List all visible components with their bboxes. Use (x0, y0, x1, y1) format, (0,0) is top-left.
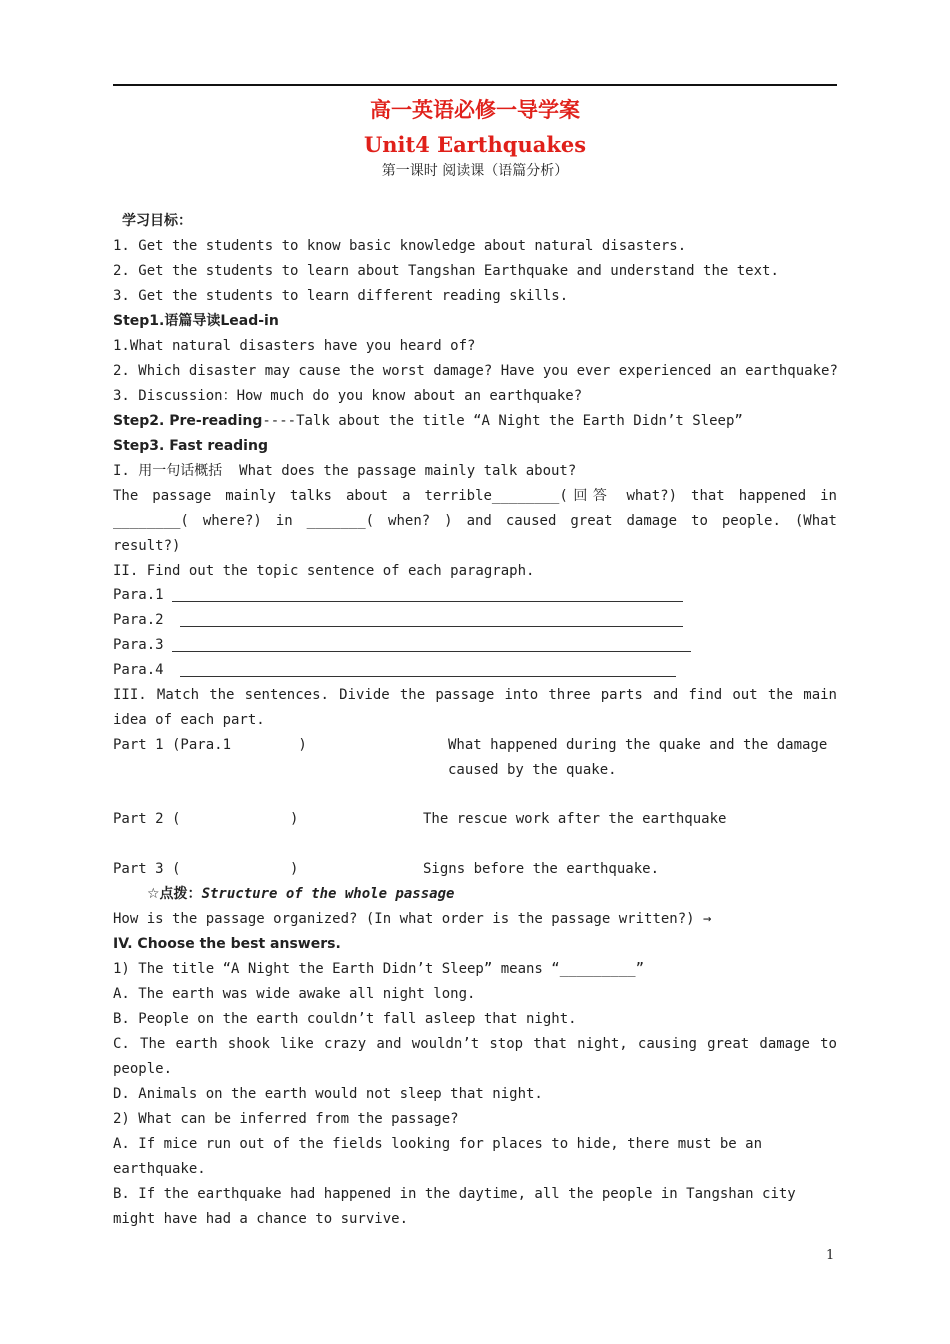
answer-option: earthquake. (113, 1161, 206, 1177)
para-label: Para.3 (113, 637, 164, 653)
match-part-right: Signs before the earthquake. (423, 861, 660, 877)
match-label: III. Match the sentences. Divide the passage into three parts and find out the main (113, 687, 837, 703)
page-number: 1 (826, 1248, 835, 1263)
step1-question: 2. Which disaster may cause the worst damage? Have you ever experienced an earthquake? (113, 363, 838, 379)
lesson-subtitle: 第一课时 阅读课（语篇分析） (381, 163, 569, 179)
step2-heading: Step2. Pre-reading (113, 413, 263, 429)
step1-heading: Step1.语篇导读Lead-in (113, 313, 279, 329)
topic-sentence-label: II. Find out the topic sentence of each paragraph. (113, 563, 535, 579)
answer-option: might have had a chance to survive. (113, 1211, 409, 1227)
answer-line[interactable] (172, 601, 683, 602)
answer-option: D. Animals on the earth would not sleep that night. (113, 1086, 543, 1102)
objective-item: 1. Get the students to know basic knowledge about natural disasters. (113, 238, 687, 254)
question-stem: 1) The title “A Night the Earth Didn’t Sleep” means “_________” (113, 961, 645, 977)
step2-line (113, 411, 743, 431)
answer-option: people. (113, 1061, 173, 1077)
objective-item: 2. Get the students to learn about Tangshan Earthquake and understand the text. (113, 263, 779, 279)
objective-item: 3. Get the students to learn different reading skills. (113, 288, 569, 304)
summary-label: I. 用一句话概括 What does the passage mainly talk about? (113, 463, 577, 479)
match-part-right: The rescue work after the earthquake (423, 811, 727, 827)
organize-question: How is the passage organized? (In what order is the passage written?) → (113, 911, 712, 927)
doc-title: 高一英语必修一导学案 (370, 98, 580, 122)
answer-line[interactable] (172, 651, 691, 652)
match-label: idea of each part. (113, 712, 265, 728)
unit-title: Unit4 Earthquakes (363, 132, 587, 157)
part4-heading: IV. Choose the best answers. (113, 936, 341, 952)
tip-text: Structure of the whole passage (201, 886, 455, 902)
question-stem: 2) What can be inferred from the passage? (113, 1111, 459, 1127)
match-part-left: Part 1 (Para.1 ) (113, 737, 307, 753)
answer-option: B. People on the earth couldn’t fall asleep that night. (113, 1011, 577, 1027)
tip-prefix: ☆点拨： (147, 886, 202, 902)
step1-question: 1.What natural disasters have you heard of? (113, 338, 476, 354)
answer-option: A. The earth was wide awake all night long. (113, 986, 476, 1002)
step1-question: 3. Discussion：How much do you know about an earthquake? (113, 388, 583, 404)
para-label: Para.2 (113, 612, 164, 628)
summary-line: ________( where?) in _______( when? ) and caused great damage to people. (What (113, 513, 837, 529)
summary-line: result?) (113, 538, 181, 554)
answer-line[interactable] (180, 676, 676, 677)
answer-option: B. If the earthquake had happened in the daytime, all the people in Tangshan city (113, 1186, 796, 1202)
answer-option: A. If mice run out of the fields looking for places to hide, there must be an (113, 1136, 763, 1152)
header-rule (113, 84, 837, 86)
match-part-left: Part 3 ( ) (113, 861, 299, 877)
para-label: Para.1 (113, 587, 164, 603)
step3-heading: Step3. Fast reading (113, 438, 268, 454)
match-part-left: Part 2 ( ) (113, 811, 299, 827)
objectives-heading: 学习目标： (122, 213, 192, 229)
match-part-right: caused by the quake. (448, 762, 617, 778)
tip-line (147, 884, 454, 904)
para-label: Para.4 (113, 662, 164, 678)
answer-option: C. The earth shook like crazy and wouldn’t stop that night, causing great damage to (113, 1036, 837, 1052)
answer-line[interactable] (180, 626, 683, 627)
summary-line: The passage mainly talks about a terrible________(回答 what?) that happened in (113, 488, 837, 504)
step2-text: ----Talk about the title “A Night the Earth Didn’t Sleep” (262, 413, 743, 429)
match-part-right: What happened during the quake and the damage (448, 737, 828, 753)
